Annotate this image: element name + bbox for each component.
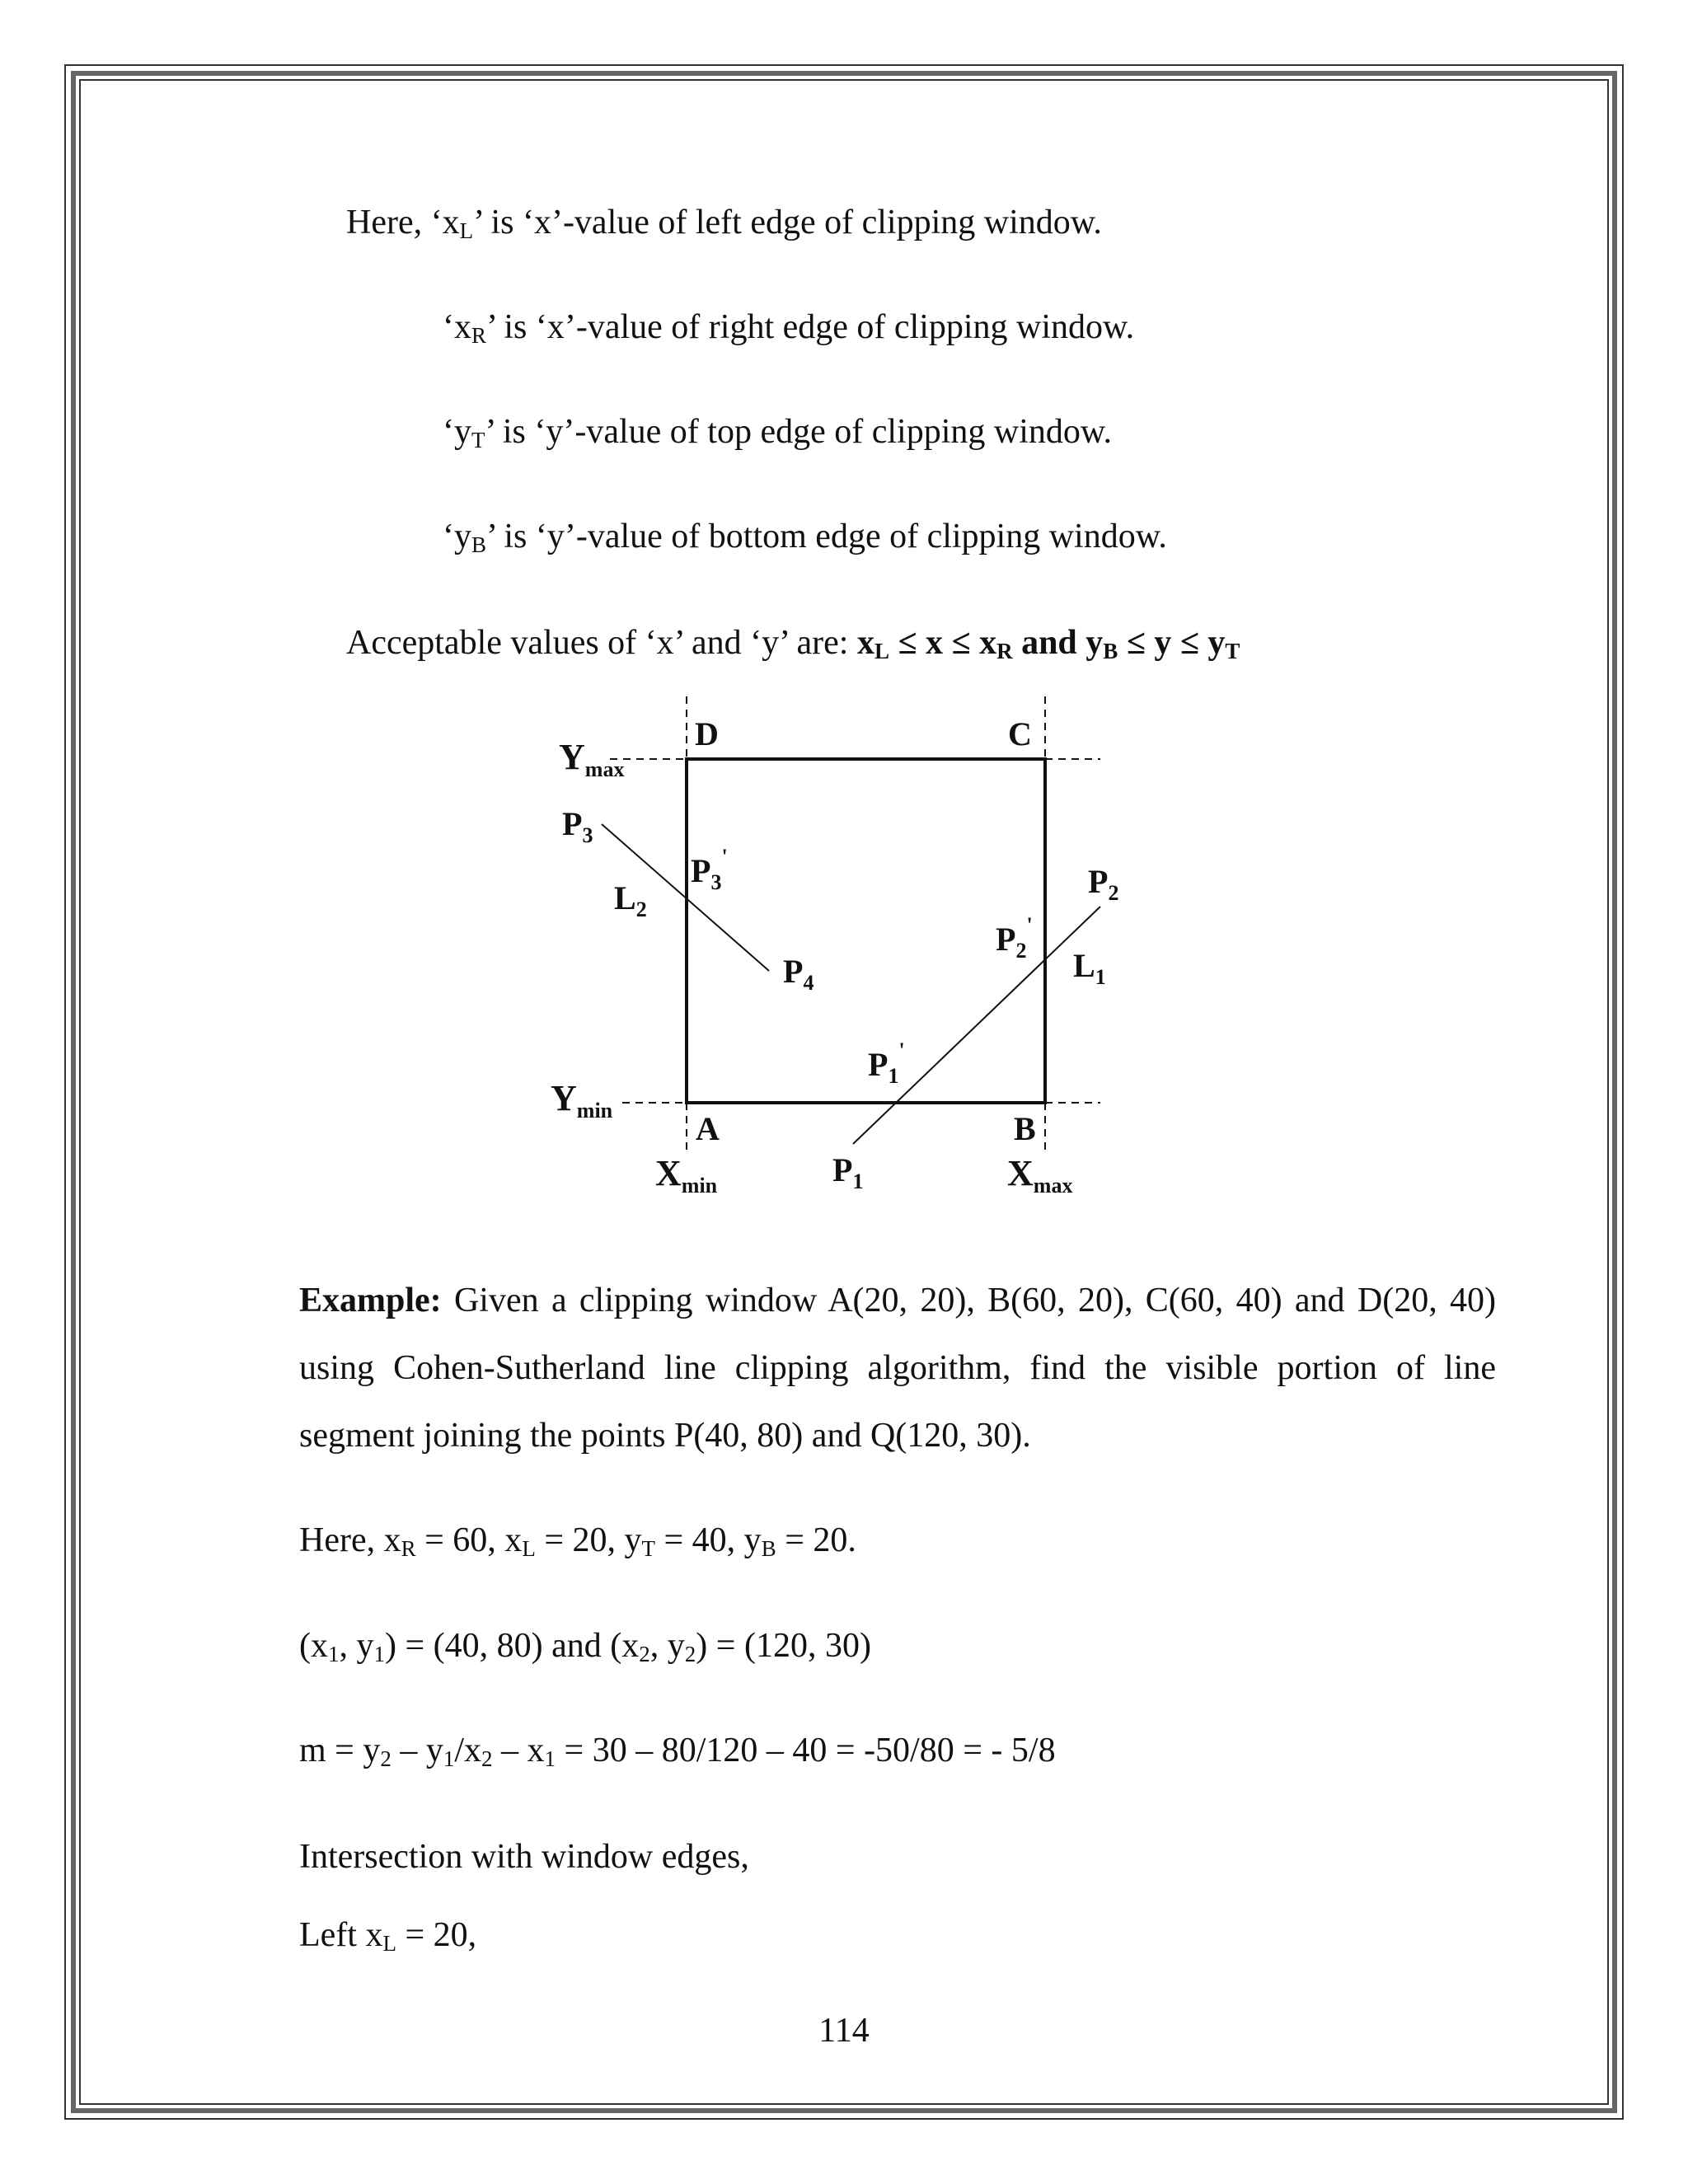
corner-label-b: B [1014, 1110, 1036, 1147]
corner-label-a: A [696, 1110, 720, 1147]
line-l1 [853, 907, 1100, 1144]
ymax-label: $Y_{max}$ [559, 737, 625, 781]
clipping-window-diagram [495, 684, 1154, 1212]
intersection-heading: Intersection with window edges, [299, 1838, 749, 1876]
clipping-window-rect [687, 759, 1045, 1103]
corner-label-c: C [1008, 715, 1032, 752]
example-label: Example: [299, 1282, 442, 1319]
definition-x-right: ‘$x_R$’ is ‘x’-value of right edge of clipping window. [443, 308, 1135, 348]
xmin-label: $X_{min}$ [655, 1153, 718, 1197]
line-points: ($x_1$, $y_1) = (40$, 80) and ($x_2$, $y_2) = (120$, 30) [299, 1627, 871, 1666]
slope-equation: $m = y_2 - y_1/x_2 - x_1 = 30 - 80/120 - 40 = -50/80$ = - 5/8 [299, 1732, 1056, 1771]
point-p3-label: $P_3$ [562, 805, 593, 847]
point-p4-label: $P_4$ [783, 953, 814, 995]
corner-label-d: D [695, 715, 719, 752]
left-edge-line: Left $x_L = 20$, [299, 1916, 477, 1956]
line-l1-label: $L_1$ [1073, 947, 1106, 989]
xmax-label: $X_{max}$ [1007, 1153, 1073, 1197]
point-p1-prime-label: $P_1'$ [868, 1038, 905, 1088]
page-number: 114 [818, 2012, 870, 2050]
point-p3-prime-label: $P_3'$ [691, 845, 728, 894]
acceptable-values: Acceptable values of ‘x’ and ‘y’ are: $x_L \le x \le x_R$ and $y_B \le y \le y_T$ [346, 624, 1240, 663]
point-p2-prime-label: $P_2'$ [996, 913, 1033, 963]
definition-y-top: ‘$y_T$’ is ‘y’-value of top edge of clipping window. [443, 413, 1112, 452]
ymin-label: $Y_{min}$ [551, 1078, 613, 1122]
line-l2-label: $L_2$ [614, 879, 647, 921]
point-p2-label: $P_2$ [1088, 863, 1119, 905]
definition-y-bottom: ‘$y_B$’ is ‘y’-value of bottom edge of clipping window. [443, 518, 1167, 557]
point-p1-label: $P_1$ [832, 1151, 864, 1193]
example-text: Given a clipping window A(20, 20), B(60, 20), C(60, 40) and D(20, 40) using Cohen-Sutherland line clipping algorithm, find the visible portion of line segment joining the points P(40, 80) and Q(120, 30). [299, 1282, 1496, 1455]
example-paragraph [299, 1267, 1496, 1469]
given-values: Here, $x_R = 60$, $x_L = 20$, $y_T = 40$, $y_B = 20$. [299, 1521, 856, 1561]
definition-x-left: Here, ‘$x_L$’ is ‘x’-value of left edge of clipping window. [346, 204, 1102, 243]
